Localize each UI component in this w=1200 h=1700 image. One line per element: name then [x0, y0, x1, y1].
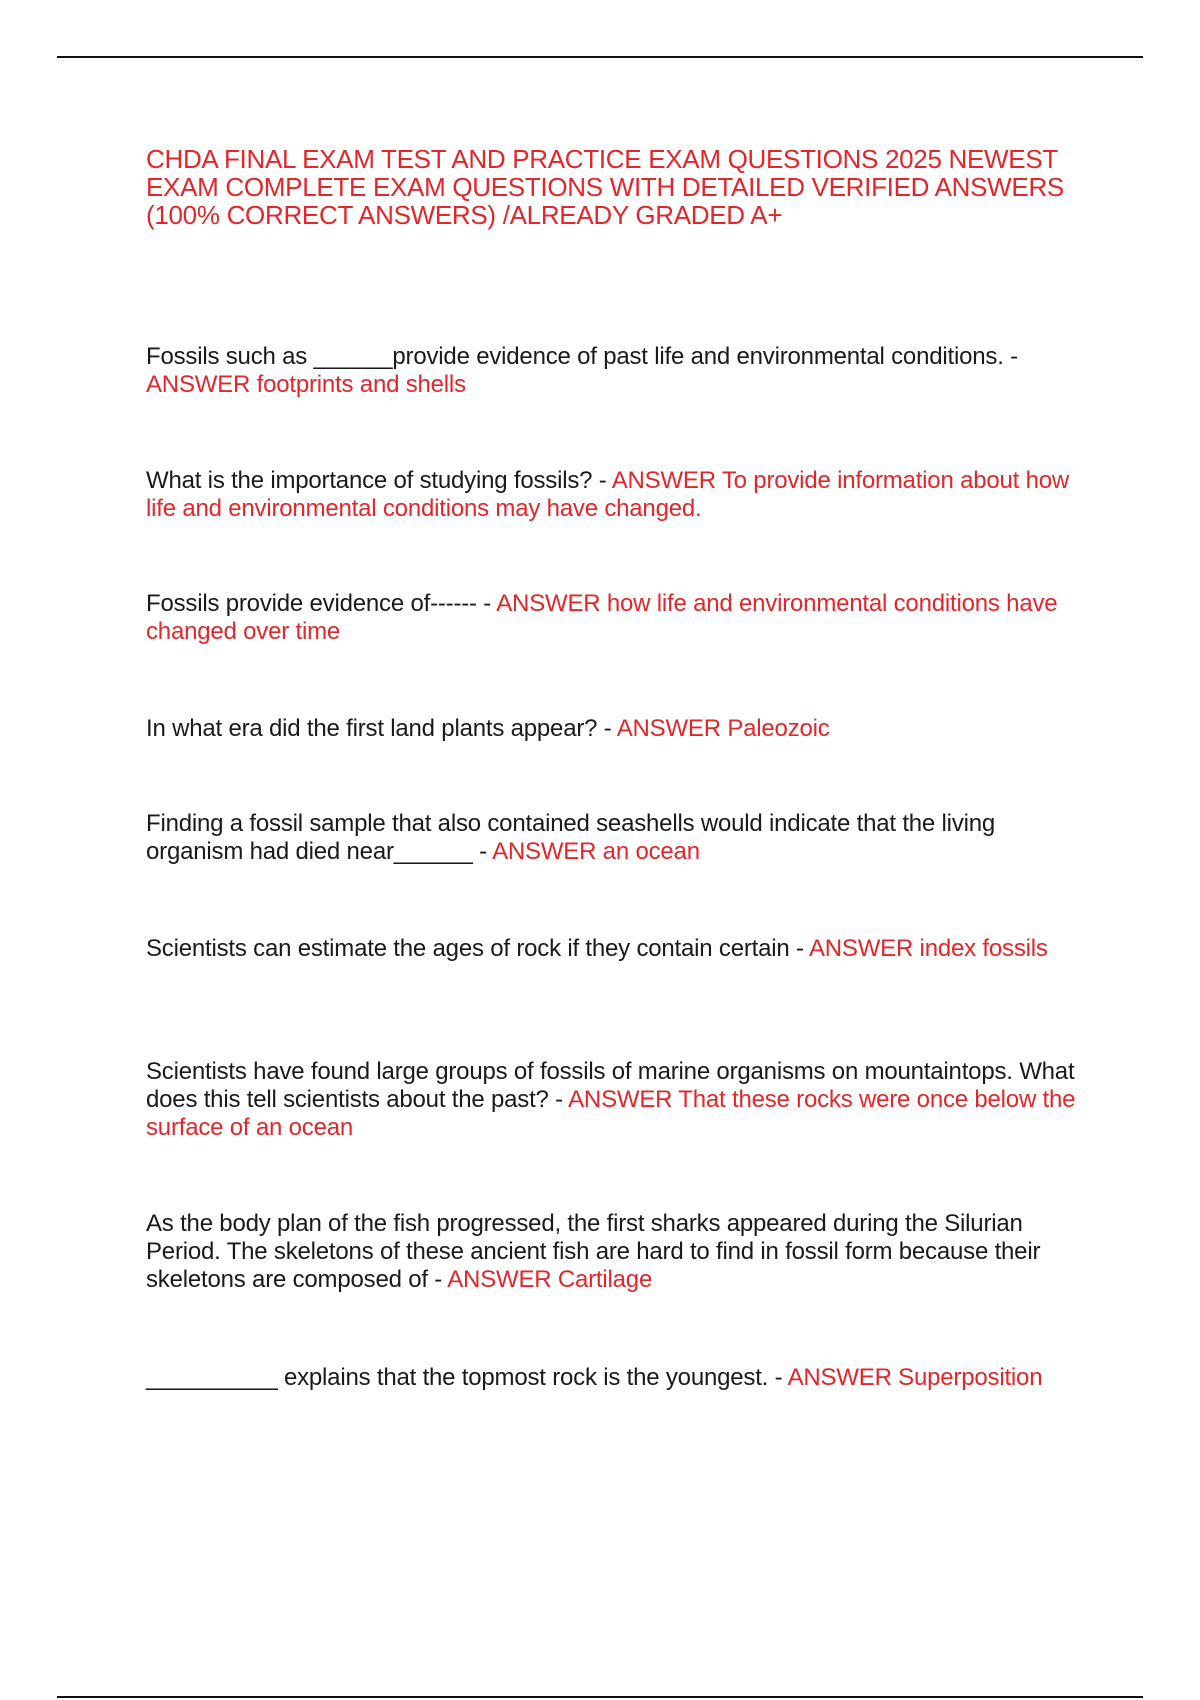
qa-item: [146, 1210, 1096, 1294]
question-text: Fossils such as ______provide evidence of past life and environmental conditions. -: [146, 343, 1018, 370]
bottom-rule: [57, 1696, 1143, 1698]
answer-text: ANSWER footprints and shells: [146, 371, 466, 398]
question-text: Scientists can estimate the ages of rock if they contain certain -: [146, 935, 804, 962]
answer-text: ANSWER Superposition: [787, 1364, 1043, 1391]
qa-item: [146, 590, 1096, 646]
answer-text: ANSWER Paleozoic: [616, 715, 830, 742]
question-text: __________ explains that the topmost rock is the youngest. -: [146, 1364, 783, 1391]
document-title: CHDA FINAL EXAM TEST AND PRACTICE EXAM QUESTIONS 2025 NEWEST EXAM COMPLETE EXAM QUESTIONS WITH DETAILED VERIFIED ANSWERS (100% CORRECT ANSWERS) /ALREADY GRADED A+: [146, 144, 1064, 230]
question-text: What is the importance of studying fossils? -: [146, 467, 607, 494]
qa-item: [146, 935, 1096, 963]
answer-text: ANSWER Cartilage: [447, 1266, 653, 1293]
qa-item: [146, 1364, 1096, 1392]
question-text: In what era did the first land plants appear? -: [146, 715, 612, 742]
question-text: As the body plan of the fish progressed, the first sharks appeared during the Silurian Period. The skeletons of these ancient fish are hard to find in fossil form because their skeletons are composed of -: [146, 1210, 1041, 1293]
qa-item: [146, 810, 1096, 866]
answer-text: ANSWER To provide information about how life and environmental conditions may have changed.: [146, 467, 1070, 522]
qa-item: [146, 467, 1096, 523]
qa-item: [146, 715, 1096, 743]
answer-text: ANSWER That these rocks were once below the surface of an ocean: [146, 1086, 1076, 1141]
question-text: Scientists have found large groups of fossils of marine organisms on mountaintops. What does this tell scientists about the past? -: [146, 1058, 1075, 1113]
qa-item: [146, 343, 1096, 399]
question-text: Finding a fossil sample that also contained seashells would indicate that the living organism had died near______ -: [146, 810, 996, 865]
qa-item: [146, 1058, 1096, 1142]
top-rule: [57, 56, 1143, 58]
answer-text: ANSWER index fossils: [808, 935, 1048, 962]
answer-text: ANSWER an ocean: [492, 838, 700, 865]
answer-text: ANSWER how life and environmental conditions have changed over time: [146, 590, 1058, 645]
question-text: Fossils provide evidence of------ -: [146, 590, 492, 617]
